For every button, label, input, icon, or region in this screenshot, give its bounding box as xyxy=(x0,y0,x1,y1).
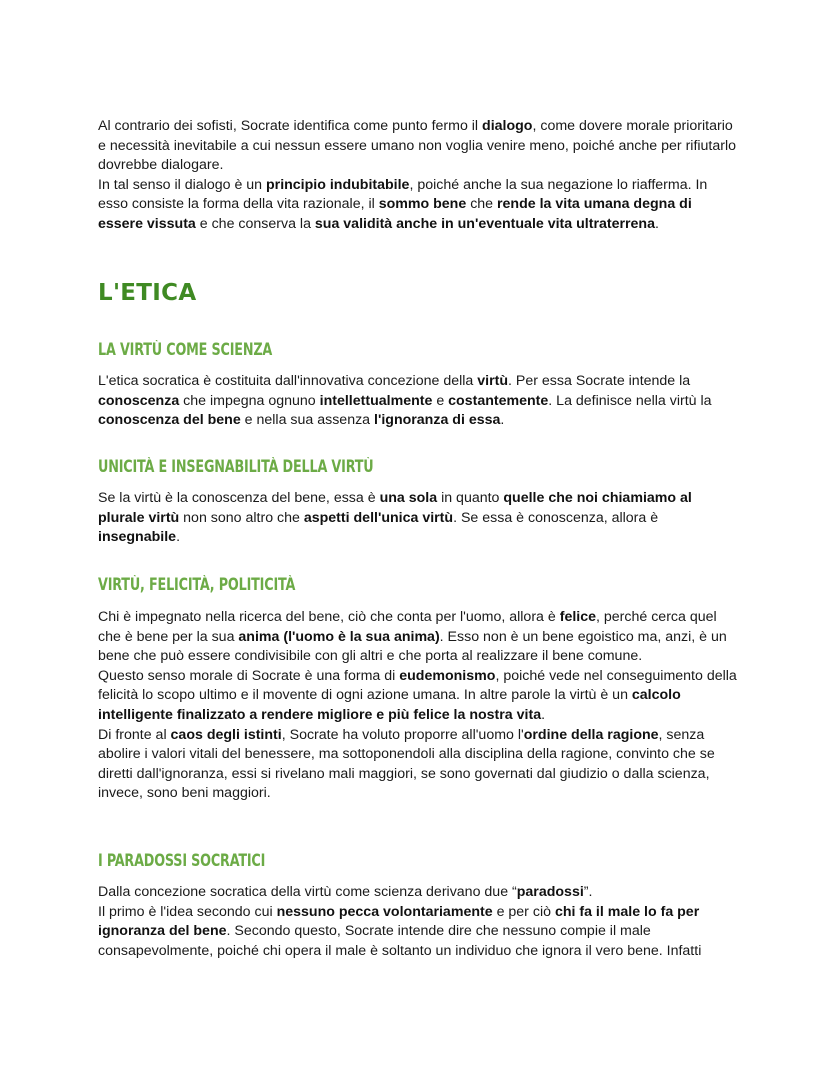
bold-term: nessuno pecca volontariamente xyxy=(276,903,493,920)
intro-paragraph: Al contrario dei sofisti, Socrate identifica come punto fermo il dialogo, come dovere morale prioritario e necessità inevitabile a cui nessun essere umano non voglia venire meno, poiché anche per rifiutarlo dovrebbe dialogare. In tal senso il dialogo è un principio indubitabile, poiché anche la sua negazione lo riafferma. In esso consiste la forma della vita razionale, il sommo bene che rende la vita umana degna di essere vissuta e che conserva la sua validità anche in un'eventuale vita ultraterrena. xyxy=(98,118,737,232)
bold-term: paradossi xyxy=(516,884,584,900)
bold-term: intellettualmente xyxy=(319,392,433,409)
heading-unicita-insegnabilita: UNICITÀ E INSEGNABILITÀ DELLA VIRTÙ xyxy=(98,457,374,476)
heading-virtu-felicita-politicita: VIRTÙ, FELICITÀ, POLITICITÀ xyxy=(98,575,296,594)
bold-term: eudemonismo xyxy=(399,667,496,684)
section-title: L'ETICA xyxy=(98,280,197,306)
heading-paradossi-socratici: I PARADOSSI SOCRATICI xyxy=(98,851,266,870)
bold-term: calcolo intelligente finalizzato a rendere migliore e più felice la nostra vita xyxy=(98,687,681,723)
bold-term: insegnabile xyxy=(98,529,177,546)
bold-term: sommo bene xyxy=(378,196,467,213)
paragraph-virtu-felicita-politicita: Chi è impegnato nella ricerca del bene, ciò che conta per l'uomo, allora è felice, perché cerca quel che è bene per la sua anima (l'uomo è la sua anima). Esso non è un bene egoistico ma, anzi, è un bene che può essere condivisibile con gli altri e che porta al realizzare il bene comune. Questo senso morale di Socrate è una forma di eudemonismo, poiché vede nel conseguimento della felicità lo scopo ultimo e il movente di ogni azione umana. In altre parole la virtù è un calcolo intelligente finalizzato a rendere migliore e più felice la nostra vita. Di fronte al caos degli istinti, Socrate ha voluto proporre all'uomo l'ordine della ragione, senza abolire i valori vitali del benessere, ma sottoponendoli alla disciplina della ragione, convinto che se diretti dall'ignoranza, essi si rivelano mali maggiori, se sono governati dal giudizio o dalla scienza, invece, sono beni maggiori. xyxy=(98,609,737,802)
bold-term: chi fa il male lo fa per ignoranza del bene xyxy=(98,903,700,940)
bold-term: costantemente xyxy=(448,392,549,409)
bold-term: rende la vita umana degna di essere vissuta xyxy=(98,196,692,232)
bold-term: aspetti dell'unica virtù xyxy=(303,509,454,526)
bold-term: dialogo xyxy=(482,118,533,134)
bold-term: virtù xyxy=(477,373,508,389)
heading-virtu-come-scienza: LA VIRTÙ COME SCIENZA xyxy=(98,340,273,359)
bold-term: l'ignoranza di essa xyxy=(374,412,501,429)
bold-term: felice xyxy=(559,609,596,625)
bold-term: sua validità anche in un'eventuale vita ultraterrena xyxy=(314,215,655,232)
bold-term: quelle che noi chiamiamo al plurale virtù xyxy=(98,490,692,526)
bold-term: caos degli istinti xyxy=(170,726,282,743)
bold-term: una sola xyxy=(379,490,438,506)
paragraph-virtu-come-scienza: L'etica socratica è costituita dall'innovativa concezione della virtù. Per essa Socrate intende la conoscenza che impegna ognuno intellettualmente e costantemente. La definisce nella virtù la conoscenza del bene e nella sua assenza l'ignoranza di essa. xyxy=(98,373,712,429)
paragraph-unicita-insegnabilita: Se la virtù è la conoscenza del bene, essa è una sola in quanto quelle che noi chiamiamo al plurale virtù non sono altro che aspetti dell'unica virtù. Se essa è conoscenza, allora è insegnabile. xyxy=(98,490,692,546)
bold-term: anima (l'uomo è la sua anima) xyxy=(238,628,440,645)
bold-term: ordine della ragione xyxy=(523,726,659,743)
bold-term: conoscenza del bene xyxy=(98,412,241,429)
bold-term: conoscenza xyxy=(98,392,180,409)
paragraph-paradossi-socratici: Dalla concezione socratica della virtù come scienza derivano due “paradossi”. Il primo è l'idea secondo cui nessuno pecca volontariamente e per ciò chi fa il male lo fa per ignoranza del bene. Secondo questo, Socrate intende dire che nessuno compie il male consapevolmente, poiché chi opera il male è soltanto un individuo che ignora il vero bene. Infatti xyxy=(98,884,702,959)
bold-term: principio indubitabile xyxy=(266,176,410,193)
